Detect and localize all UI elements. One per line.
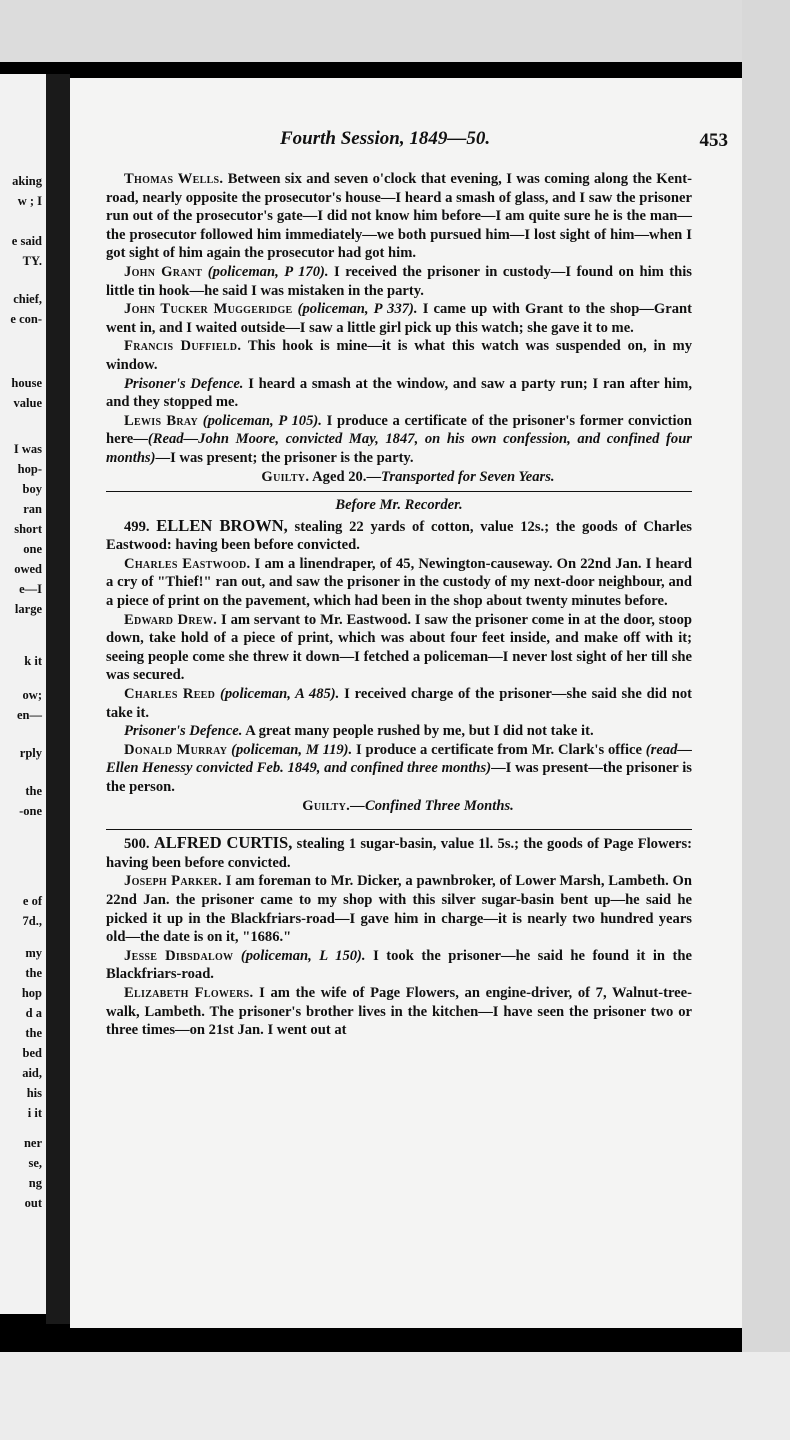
testimony-paragraph — [106, 412, 692, 468]
facing-page-text-fragment: w ; I — [17, 194, 42, 208]
facing-page-text-fragment: owed — [14, 562, 42, 576]
facing-page-edge — [0, 74, 49, 1314]
conviction-record: (read—Ellen Henessy convicted Feb. 1849, and confined three months) — [106, 741, 692, 777]
facing-page-text-fragment: e of — [22, 894, 42, 908]
facing-page-text-fragment: en— — [17, 708, 42, 722]
witness-name: Elizabeth Flowers. — [124, 984, 254, 1001]
facing-page-text-fragment: one — [23, 542, 42, 556]
facing-page-text-fragment: ner — [23, 1136, 42, 1150]
facing-page-text-fragment: TY. — [22, 254, 42, 268]
witness-name: Joseph Parker. — [124, 873, 222, 890]
testimony-paragraph — [106, 555, 692, 611]
verdict-line — [106, 797, 692, 816]
charge-text: ; the goods of Charles Eastwood: having been before convicted. — [106, 518, 692, 554]
facing-page-text-fragment: e con- — [10, 312, 42, 326]
defendant-name: ELLEN BROWN, — [156, 515, 288, 535]
witness-name: Edward Drew. — [124, 611, 218, 628]
charge-text: stealing 22 yards of cotton, value 12s. — [294, 518, 545, 535]
testimony-text: I am a linendraper, of 45, Newington-causeway. On 22nd Jan. I heard a cry of "Thief!" ran out, and saw the prisoner in the custody of my next-door neighbour, and a piece of print on the pavement, which had been in the shop about twenty minutes before. — [106, 555, 693, 610]
testimony-paragraph — [106, 263, 692, 300]
defence-text: A great many people rushed by me, but I did not take it. — [245, 723, 594, 740]
facing-page-text-fragment: i it — [27, 1106, 42, 1120]
facing-page-text-fragment: chief, — [13, 292, 42, 306]
sentence: Transported for Seven Years. — [381, 468, 555, 485]
facing-page-text-fragment: my — [25, 946, 42, 960]
facing-page-text-fragment: rply — [19, 746, 42, 760]
section-heading: Before Mr. Recorder. — [335, 497, 463, 514]
witness-name: Jesse Dibsdalow — [124, 947, 234, 964]
case-title — [106, 834, 692, 872]
testimony-text: I produce a certificate from Mr. Clark's office — [355, 741, 642, 758]
case-number: 500. — [124, 836, 150, 853]
facing-page-text-fragment: I was — [13, 442, 42, 456]
witness-name: John Tucker Muggeridge — [124, 301, 293, 318]
facing-page-text-fragment: boy — [22, 482, 42, 496]
testimony-text: I am foreman to Mr. Dicker, a pawnbroker, of Lower Marsh, Lambeth. On 22nd Jan. the prisoner came to my shop with this silver sugar-basin bent up—he said he picked it up in the Blackfriars-road—I gave him in charge—it is nearly two hundred years old—the date is on it, "1686." — [106, 873, 693, 946]
facing-page-text-fragment: value — [13, 396, 42, 410]
witness-role: (policeman, P 337). — [297, 301, 418, 318]
facing-page-text-fragment: the — [25, 784, 42, 798]
witness-name: Lewis Bray — [124, 412, 199, 429]
case-title — [106, 517, 692, 555]
testimony-text: I produce a certificate of the prisoner's former conviction here— — [106, 412, 693, 448]
testimony-paragraph — [106, 611, 692, 685]
scan-bottom-margin — [0, 1352, 790, 1440]
witness-name: Donald Murray — [124, 741, 228, 758]
facing-page-text-fragment: his — [26, 1086, 42, 1100]
witness-role: (policeman, P 105). — [202, 412, 322, 429]
facing-page-text-fragment: ng — [28, 1176, 42, 1190]
facing-page-text-fragment: ow; — [22, 688, 42, 702]
sentence: Confined Three Months. — [364, 797, 514, 814]
facing-page-text-fragment: k it — [24, 654, 42, 668]
facing-page-text-fragment: bed — [22, 1046, 42, 1060]
facing-page-text-fragment: e said — [11, 234, 42, 248]
defence-label: Prisoner's Defence. — [124, 375, 244, 392]
verdict: Guilty. — [261, 468, 310, 485]
verdict-line — [106, 468, 692, 487]
testimony-paragraph — [106, 872, 692, 946]
facing-page-text-fragment: out — [24, 1196, 42, 1210]
case-rule — [106, 829, 692, 830]
witness-role: (policeman, L 150). — [240, 947, 366, 964]
testimony-text: Between six and seven o'clock that evening, I was coming along the Kent-road, nearly opposite the prosecutor's house—I heard a smash of glass, and I saw the prisoner run out of the prosecutor's gate—I did not know him before—I am quite sure he is the man—the prosecutor followed him immediately—we both pursued him—I lost sight of him—when I got sight of him again the prosecutor had got him. — [106, 171, 692, 262]
page-number: 453 — [699, 130, 728, 151]
testimony-text: I came up with Grant to the shop—Grant went in, and I waited outside—I saw a little girl pick up this watch; she gave it to me. — [106, 301, 693, 336]
verdict: Guilty.— — [302, 797, 365, 814]
testimony-text: I took the prisoner—he said he found it in the Blackfriars-road. — [106, 947, 693, 983]
case-number: 499. — [124, 518, 150, 535]
defence-paragraph — [106, 375, 692, 412]
witness-name: Thomas Wells. — [124, 171, 224, 187]
running-head: Fourth Session, 1849—50. — [280, 128, 491, 149]
facing-page-text-fragment: house — [11, 376, 42, 390]
facing-page-text-fragment: the — [25, 1026, 42, 1040]
facing-page-text-fragment: se, — [28, 1156, 42, 1170]
testimony-text: I am servant to Mr. Eastwood. I saw the prisoner come in at the door, stoop down, take hold of a piece of print, which was about four feet inside, and make off with it; seeing people come she threw it down—I fetched a policeman—I never lost sight of her till she was secured. — [106, 611, 692, 684]
testimony-paragraph — [106, 984, 692, 1040]
defence-label: Prisoner's Defence. — [124, 723, 243, 740]
charge-text: stealing 1 sugar-basin, value 1l. 5s.; the goods of Page Flowers: having been before convicted. — [106, 836, 693, 871]
book-page — [70, 78, 742, 1328]
facing-page-text-fragment: hop- — [17, 462, 42, 476]
witness-role: (policeman, P 170). — [207, 263, 329, 280]
facing-page-text-fragment: ran — [23, 502, 42, 516]
facing-page-text-fragment: d a — [25, 1006, 42, 1020]
testimony-text: This hook is mine—it is what this watch was suspended on, in my window. — [106, 338, 692, 373]
witness-name: Francis Duffield. — [124, 338, 242, 355]
testimony-paragraph — [106, 741, 692, 797]
facing-page-text-fragment: short — [14, 522, 42, 536]
conviction-record: (Read—John Moore, convicted May, 1847, on his own confession, and confined four months) — [106, 431, 692, 466]
testimony-paragraph — [106, 947, 692, 984]
section-rule — [106, 491, 692, 492]
defence-paragraph — [106, 722, 692, 741]
witness-name: Charles Eastwood. — [124, 555, 251, 572]
witness-role: (policeman, M 119). — [231, 741, 353, 758]
facing-page-text-fragment: the — [25, 966, 42, 980]
facing-page-text-fragment: hop — [21, 986, 42, 1000]
testimony-text: —I was present—the prisoner is the person. — [106, 760, 692, 795]
testimony-text: —I was present; the prisoner is the party. — [155, 449, 414, 466]
defendant-name: ALFRED CURTIS, — [153, 833, 293, 853]
facing-page-text-fragment: -one — [19, 804, 42, 818]
witness-name: Charles Reed — [124, 686, 216, 703]
defendant-age: Aged 20.— — [312, 468, 382, 485]
testimony-text: I am the wife of Page Flowers, an engine-driver, of 7, Walnut-tree-walk, Lambeth. The prisoner's brother lives in the kitchen—I have seen the prisoner two or three times—on 21st Jan. I went out at — [106, 984, 692, 1039]
facing-page-text-fragment: aking — [12, 174, 42, 188]
testimony-text: I received charge of the prisoner—she said she did not take it. — [106, 686, 692, 721]
testimony-paragraph — [106, 685, 692, 722]
facing-page-text-fragment: e—I — [19, 582, 42, 596]
book-gutter — [46, 74, 70, 1324]
scan-right-margin — [742, 0, 790, 1440]
page-body — [106, 170, 692, 1040]
facing-page-text-fragment: aid, — [22, 1066, 42, 1080]
facing-page-text-fragment: 7d., — [22, 914, 42, 928]
witness-role: (policeman, A 485). — [219, 686, 340, 703]
testimony-text: I received the prisoner in custody—I found on him this little tin hook—he said I was mistaken in the party. — [106, 263, 692, 299]
defence-text: I heard a smash at the window, and saw a party run; I ran after him, and they stopped me. — [106, 375, 692, 411]
testimony-paragraph — [106, 300, 692, 337]
testimony-paragraph — [106, 170, 692, 263]
witness-name: John Grant — [124, 263, 203, 280]
testimony-paragraph — [106, 337, 692, 374]
facing-page-text-fragment: large — [14, 602, 42, 616]
